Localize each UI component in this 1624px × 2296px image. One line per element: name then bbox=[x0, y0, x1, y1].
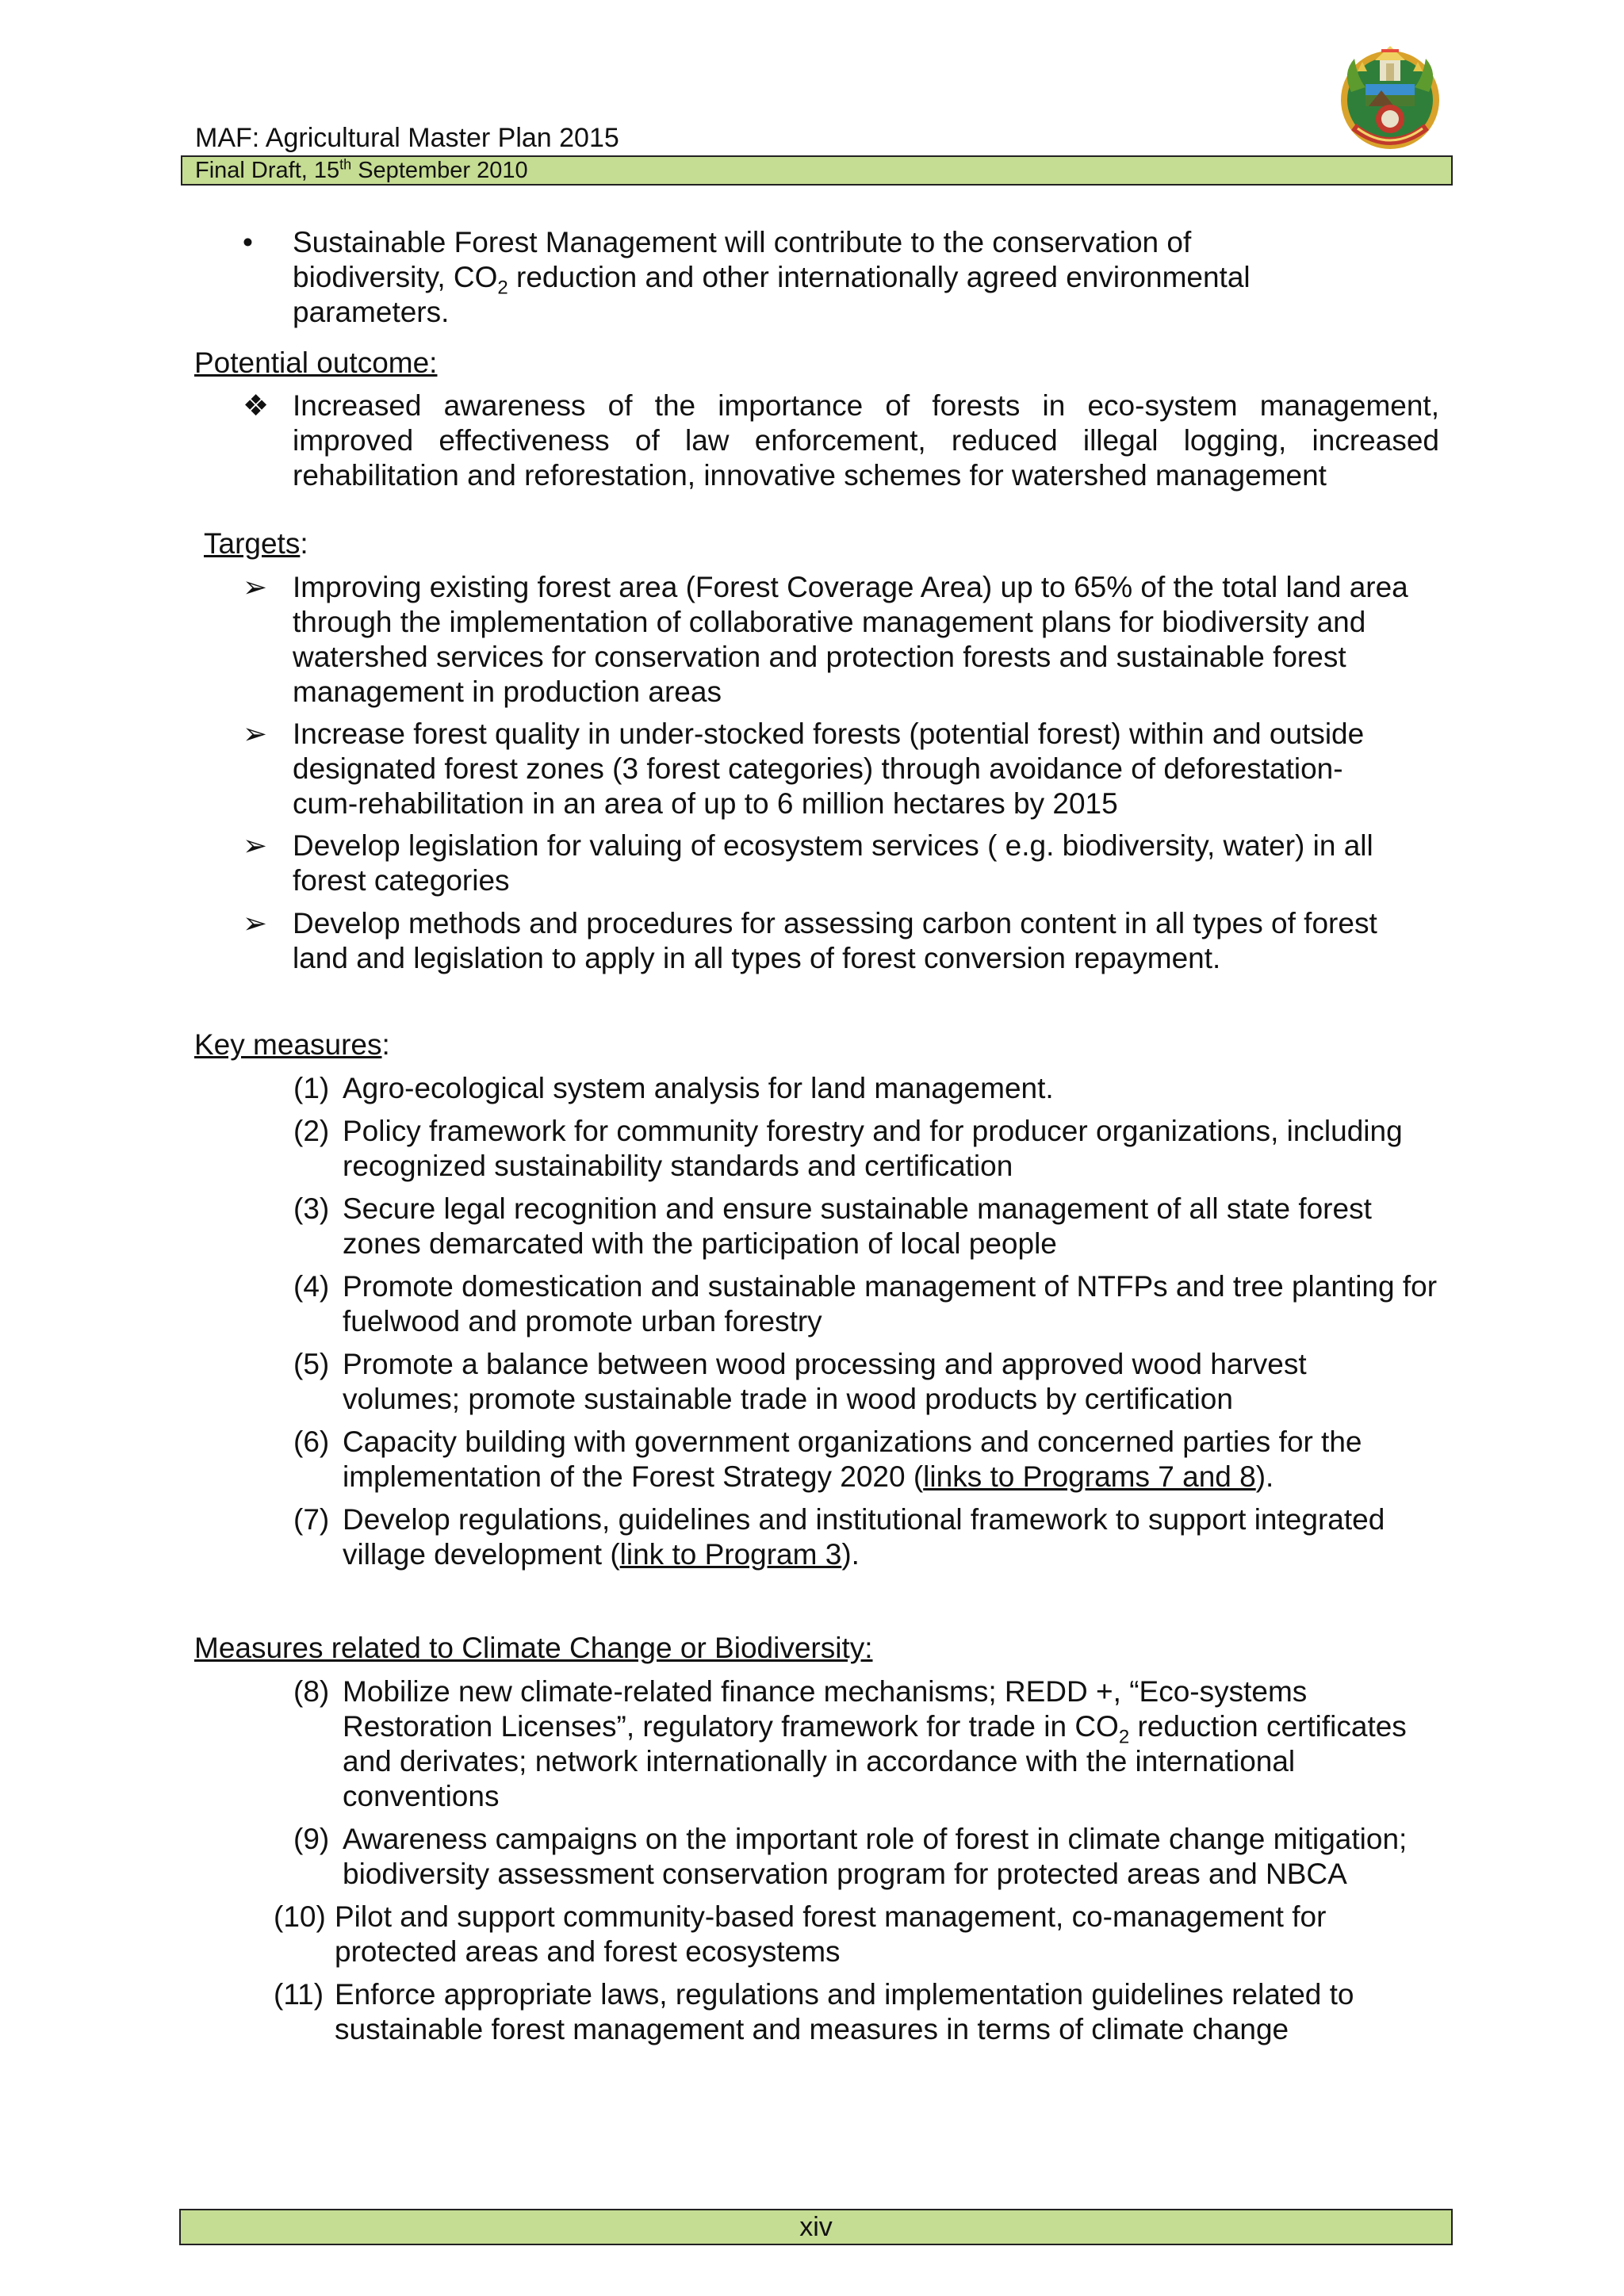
ministry-emblem-icon bbox=[1334, 41, 1446, 160]
measure-text: Mobilize new climate-related finance mechanisms; REDD +, “Eco-systems Restoration Licenses”, regulatory framework for trade in $CO_2$ reduction certificates and derivates; network internationally in accordance with the international conventions bbox=[343, 1675, 1407, 1812]
climate-measures-heading: Measures related to Climate Change or Biodiversity: bbox=[194, 1632, 873, 1664]
draft-date-sup: th bbox=[339, 156, 352, 173]
key-measures-heading: Key measures: bbox=[194, 1028, 390, 1061]
measure-number: (3) bbox=[293, 1192, 330, 1225]
draft-date-pre: Final Draft, 15 bbox=[195, 158, 340, 183]
arrow-bullet-icon: ➢ bbox=[243, 907, 268, 939]
measure-text: Develop regulations, guidelines and institutional framework to support integrated village development (link to Program 3). bbox=[343, 1503, 1385, 1571]
measure-text: Capacity building with government organizations and concerned parties for the implementation of the Forest Strategy 2020 (links to Programs 7 and 8). bbox=[343, 1425, 1362, 1493]
measure-number: (10) bbox=[274, 1900, 326, 1933]
measure-number: (6) bbox=[293, 1425, 330, 1458]
measure-number: (2) bbox=[293, 1115, 330, 1147]
measure-number: (8) bbox=[293, 1675, 330, 1708]
diamond-bullet-icon: ❖ bbox=[243, 389, 270, 422]
measure-number: (7) bbox=[293, 1503, 330, 1536]
program-link[interactable]: link to Program 3 bbox=[619, 1538, 842, 1571]
potential-outcome-heading: Potential outcome: bbox=[194, 346, 438, 379]
target-item: Develop legislation for valuing of ecosystem services ( e.g. biodiversity, water) in all forest categories bbox=[293, 829, 1373, 897]
measure-text: Policy framework for community forestry and for producer organizations, including recognized sustainability standards and certification bbox=[343, 1115, 1403, 1182]
arrow-bullet-icon: ➢ bbox=[243, 829, 268, 862]
bullet-dot-icon: • bbox=[243, 226, 253, 258]
measure-text: Agro-ecological system analysis for land management. bbox=[343, 1072, 1054, 1104]
intro-bullet-text: Sustainable Forest Management will contribute to the conservation of biodiversity, $CO_2$ reduction and other internationally agreed environmental parameters. bbox=[293, 226, 1251, 328]
measure-text: Promote a balance between wood processing and approved wood harvest volumes; promote sustainable trade in wood products by certification bbox=[343, 1348, 1307, 1415]
program-link[interactable]: links to Programs 7 and 8 bbox=[923, 1460, 1256, 1493]
arrow-bullet-icon: ➢ bbox=[243, 718, 268, 750]
measure-number: (1) bbox=[293, 1072, 330, 1104]
measure-text: Pilot and support community-based forest management, co-management for protected areas and forest ecosystems bbox=[335, 1900, 1327, 1968]
measure-text: Enforce appropriate laws, regulations and implementation guidelines related to sustainable forest management and measures in terms of climate change bbox=[335, 1978, 1354, 2045]
page-number: xiv bbox=[799, 2212, 833, 2242]
measure-number: (5) bbox=[293, 1348, 330, 1380]
potential-outcome-text: Increased awareness of the importance of forests in eco-system management, improved effectiveness of law enforcement, reduced illegal logging, increased rehabilitation and reforestation, innovative schemes for watershed management bbox=[293, 389, 1439, 492]
draft-bar bbox=[181, 155, 1453, 186]
measure-number: (9) bbox=[293, 1823, 330, 1855]
arrow-bullet-icon: ➢ bbox=[243, 571, 268, 603]
measure-number: (11) bbox=[274, 1978, 324, 2011]
document-title: MAF: Agricultural Master Plan 2015 bbox=[195, 123, 619, 153]
target-item: Increase forest quality in under-stocked forests (potential forest) within and outside designated forest zones (3 forest categories) through avoidance of deforestation-cum-rehabilitation in an area of up to 6 million hectares by 2015 bbox=[293, 718, 1365, 820]
measure-text: Secure legal recognition and ensure sustainable management of all state forest zones demarcated with the participation of local people bbox=[343, 1192, 1372, 1260]
measure-number: (4) bbox=[293, 1270, 330, 1303]
targets-heading: Targets: bbox=[204, 527, 308, 560]
target-item: Develop methods and procedures for assessing carbon content in all types of forest land and legislation to apply in all types of forest conversion repayment. bbox=[293, 907, 1377, 974]
measure-text: Awareness campaigns on the important role of forest in climate change mitigation; biodiversity assessment conservation program for protected areas and NBCA bbox=[343, 1823, 1408, 1890]
measure-text: Promote domestication and sustainable management of NTFPs and tree planting for fuelwood and promote urban forestry bbox=[343, 1270, 1438, 1337]
draft-date-post: September 2010 bbox=[351, 158, 528, 183]
target-item: Improving existing forest area (Forest Coverage Area) up to 65% of the total land area through the implementation of collaborative management plans for biodiversity and watershed services for conservation and protection forests and sustainable forest management in production areas bbox=[293, 571, 1408, 708]
page-number-bar bbox=[179, 2209, 1453, 2245]
